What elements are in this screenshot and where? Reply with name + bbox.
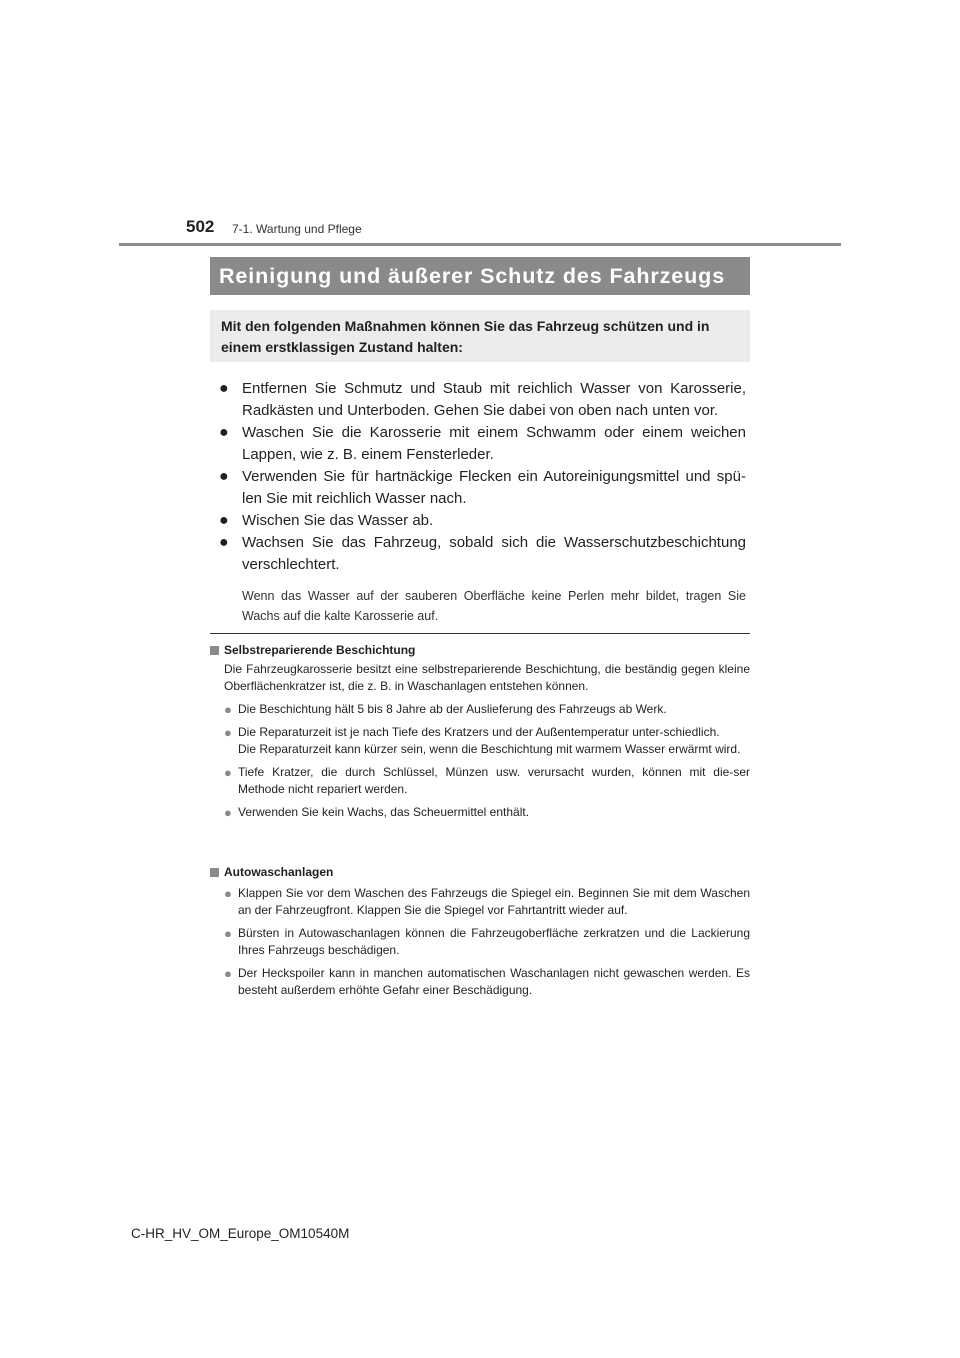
list-item: ● Klappen Sie vor dem Waschen des Fahrzeugs die Spiegel ein. Beginnen Sie mit dem Waschen an der Fahrzeugfront. Klappen Sie die Spiegel vor Fahrtantritt wieder auf. — [224, 886, 750, 917]
bullet-icon: ● — [224, 702, 232, 717]
section-self-repairing-coating — [210, 642, 750, 821]
list-item: ● Verwenden Sie kein Wachs, das Scheuermittel enthält. — [224, 805, 530, 820]
section-divider — [210, 633, 750, 634]
section-heading: Selbstreparierende Beschichtung — [210, 642, 750, 659]
bullet-icon: ● — [224, 805, 232, 820]
list-item: ● Entfernen Sie Schmutz und Staub mit reichlich Wasser von Karosserie, Radkästen und Unterboden. Gehen Sie dabei von oben nach unten vor. — [219, 380, 746, 419]
header-divider — [119, 243, 841, 246]
list-item: ● Der Heckspoiler kann in manchen automatischen Waschanlagen nicht gewaschen werden. Es besteht außerdem erhöhte Gefahr einer Beschädigung. — [224, 966, 750, 997]
list-item: ● Die Reparaturzeit ist je nach Tiefe des Kratzers und der Außentemperatur unter-schiedlich. Die Reparaturzeit kann kürzer sein, wenn die Beschichtung mit warmem Wasser erwärmt wird. — [224, 725, 741, 756]
page-title: Reinigung und äußerer Schutz des Fahrzeugs — [210, 257, 750, 295]
bullet-icon: ● — [224, 886, 232, 901]
list-item: ● Bürsten in Autowaschanlagen können die Fahrzeugoberfläche zerkratzen und die Lackierung Ihres Fahrzeugs beschädigen. — [224, 926, 750, 957]
bullet-icon: ● — [224, 966, 232, 981]
square-bullet-icon — [210, 868, 219, 877]
intro-box — [210, 310, 750, 362]
square-bullet-icon — [210, 646, 219, 655]
list-item: ● Waschen Sie die Karosserie mit einem Schwamm oder einem weichen Lappen, wie z. B. einem Fensterleder. — [219, 424, 746, 463]
section-paragraph: Die Fahrzeugkarosserie besitzt eine selbstreparierende Beschichtung, die beständig gegen kleine Oberflächenkratzer ist, die z. B. in Waschanlagen entstehen können. — [224, 662, 750, 693]
bullet-icon: ● — [219, 424, 229, 441]
bullet-icon: ● — [219, 534, 229, 551]
intro-text: Mit den folgenden Maßnahmen können Sie das Fahrzeug schützen und in einem erstklassigen Zustand halten: — [221, 318, 710, 355]
footer-doc-id: C-HR_HV_OM_Europe_OM10540M — [131, 1226, 350, 1241]
bullet-icon: ● — [224, 725, 232, 740]
page-number: 502 — [186, 217, 215, 236]
list-item: ● Wischen Sie das Wasser ab. — [219, 510, 746, 532]
section-car-wash — [210, 864, 750, 999]
bullet-icon: ● — [224, 926, 232, 941]
list-item: ● Wachsen Sie das Fahrzeug, sobald sich die Wasserschutzbeschichtung verschlechtert. — [219, 534, 746, 573]
section-label: 7-1. Wartung und Pflege — [232, 222, 362, 236]
list-item: ● Verwenden Sie für hartnäckige Flecken ein Autoreinigungsmittel und spü-len Sie mit reichlich Wasser nach. — [219, 468, 746, 507]
main-list — [219, 378, 746, 626]
bullet-icon: ● — [219, 512, 229, 529]
bullet-icon: ● — [219, 468, 229, 485]
list-item: ● Tiefe Kratzer, die durch Schlüssel, Münzen usw. verursacht wurden, können mit die-ser Methode nicht repariert werden. — [224, 765, 750, 796]
section-heading: Autowaschanlagen — [210, 864, 750, 881]
main-note: Wenn das Wasser auf der sauberen Oberfläche keine Perlen mehr bildet, tragen Sie Wachs auf die kalte Karosserie auf. — [242, 589, 746, 623]
list-item: ● Die Beschichtung hält 5 bis 8 Jahre ab der Auslieferung des Fahrzeugs ab Werk. — [224, 702, 667, 717]
bullet-icon: ● — [224, 765, 232, 780]
bullet-icon: ● — [219, 380, 229, 397]
